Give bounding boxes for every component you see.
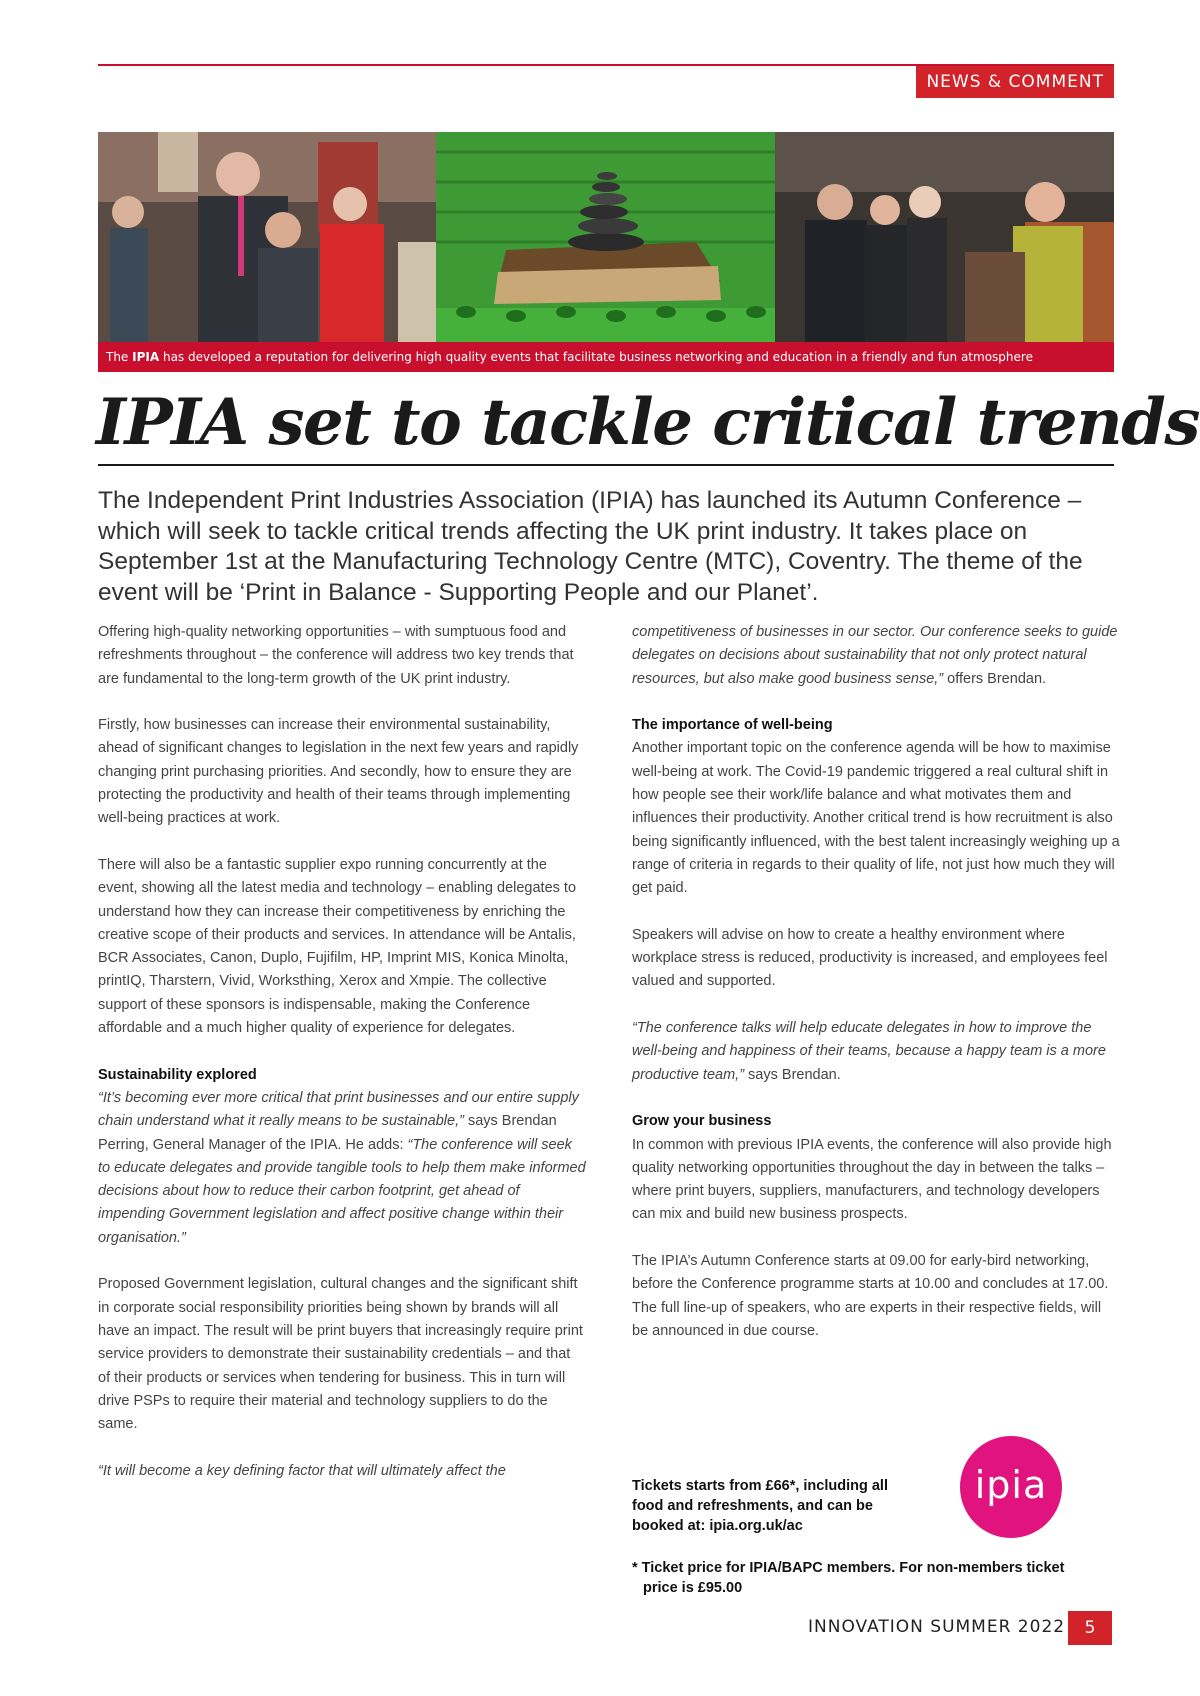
subheading: The importance of well-being [632,717,833,734]
paragraph [632,1017,1120,1087]
caption-prefix: The [106,350,133,364]
paragraph: Speakers will advise on how to create a healthy environment where workplace stress is reduced, productivity is increased, and employees feel valued and supported. [632,926,1108,990]
paragraph: In common with previous IPIA events, the conference will also provide high quality networking opportunities throughout the day in between the talks – where print buyers, suppliers, manufacturers, and technology developers can mix and build new business prospects. [632,1136,1112,1223]
photo-networking-guests [775,132,1114,342]
paragraph: Offering high-quality networking opportunities – with sumptuous food and refreshments throughout – the conference will address two key trends that are fundamental to the long-term growth of the UK print industry. [98,624,574,687]
attribution: says Brendan Perring, General Manager of the IPIA. He adds: [98,1113,557,1153]
caption-text: has developed a reputation for delivering high quality events that facilitate business networking and education in a friendly and fun atmosphere [159,350,1033,364]
body-column-right [632,621,1120,1367]
photo-caption [98,342,1114,372]
quote: “The conference will seek to educate delegates and provide tangible tools to help them make informed decisions about how to reduce their carbon footprint, get ahead of impending Government legislation and affect positive change within their organisation.” [98,1136,586,1246]
quote: “It will become a key defining factor that will ultimately affect the [98,1462,506,1479]
ticket-price-note [632,1558,1122,1598]
headline: IPIA set to tackle critical trends [96,385,1199,460]
subheading: Sustainability explored [98,1066,257,1083]
paragraph: Another important topic on the conference agenda will be how to maximise well-being at work. The Covid-19 pandemic triggered a real cultural shift in how people see their work/life balance and what motivates them and influences their productivity. Another critical trend is how recruitment is also being significantly influenced, with the best talent increasingly weighing up a range of criteria in regards to their quality of life, not just how much they will get paid. [632,740,1120,897]
paragraph [98,1460,586,1483]
section-tag: NEWS & COMMENT [916,66,1114,98]
quote: “The conference talks will help educate delegates in how to improve the well-being and happiness of their teams, because a happy team is a more productive team,” [632,1020,1106,1083]
paragraph: The IPIA’s Autumn Conference starts at 09.00 for early-bird networking, before the Conference programme starts at 10.00 and concludes at 17.00. The full line-up of speakers, who are experts in their respective fields, will be announced in due course. [632,1253,1109,1339]
photo-exhibition-visitors [98,132,436,342]
ipia-logo: ipia [960,1436,1062,1538]
headline-rule [98,464,1114,466]
attribution: offers Brendan. [943,670,1047,687]
note-line: price is £95.00 [643,1580,743,1596]
standfirst: The Independent Print Industries Association (IPIA) has launched its Autumn Conference – which will seek to tackle critical trends affecting the UK print industry. It takes place on September 1st at the Manufacturing Technology Centre (MTC), Coventry. The theme of the event will be ‘Print in Balance - Supporting People and our Planet’. [98,487,1083,606]
footer-publication: INNOVATION SUMMER 2022 [808,1617,1066,1637]
body-column-left [98,621,586,1506]
subheading: Grow your business [632,1113,772,1130]
paragraph [98,1087,586,1250]
paragraph: Proposed Government legislation, cultural changes and the significant shift in corporate social responsibility priorities being shown by brands will all have an impact. The result will be print buyers that increasingly require print service providers to demonstrate their sustainability credentials – and that of their products or services when tendering for business. This in turn will drive PSPs to require their material and technology suppliers to do the same. [98,1276,583,1433]
quote: “It’s becoming ever more critical that print businesses and our entire supply chain understand what it really means to be sustainable,” [98,1089,579,1130]
photo-strip [98,132,1114,342]
quote: competitiveness of businesses in our sector. Our conference seeks to guide delegates on decisions about sustainability that not only protect natural resources, but also make good business sense,” [632,624,1118,687]
note-line: * Ticket price for IPIA/BAPC members. For non-members ticket [632,1560,1065,1576]
paragraph: Firstly, how businesses can increase their environmental sustainability, ahead of significant changes to legislation in the next few years and rapidly changing print purchasing priorities. And secondly, how to ensure they are protecting the productivity and health of their teams through implementing well-being practices at work. [98,717,579,827]
paragraph: There will also be a fantastic supplier expo running concurrently at the event, showing all the latest media and technology – enabling delegates to understand how they can increase their competitiveness by enriching the creative scope of their products and services. In attendance will be Antalis, BCR Associates, Canon, Duplo, Fujifilm, HP, Imprint MIS, Konica Minolta, printIQ, Tharstern, Vivid, Worksthing, Xerox and Xmpie. The collective support of these sponsors is indispensable, making the Conference affordable and a much higher quality of experience for delegates. [98,856,577,1037]
attribution: says Brendan. [744,1066,841,1083]
photo-stones-on-book [436,132,775,342]
caption-brand: IPIA [132,350,160,364]
tickets-info: Tickets starts from £66*, including all food and refreshments, and can be booked at: ipia.org.uk/ac [632,1478,888,1534]
paragraph [632,621,1120,691]
page-number: 5 [1068,1611,1112,1645]
